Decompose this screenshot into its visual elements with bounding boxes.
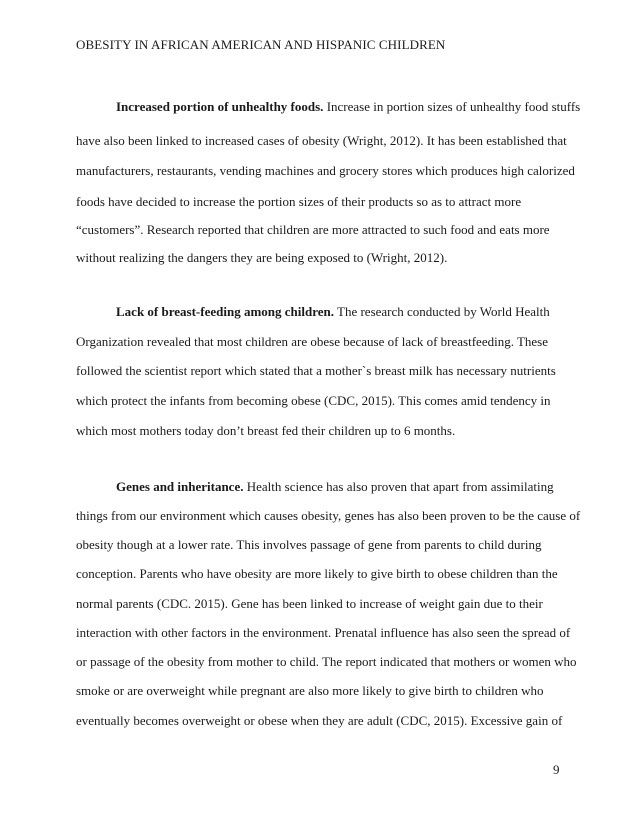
paragraph-line: things from our environment which causes obesity, genes has also been proven to be the cause of [76,508,581,523]
paragraph-line: which protect the infants from becoming obese (CDC, 2015). This comes amid tendency in [76,393,551,408]
paragraph-line: have also been linked to increased cases of obesity (Wright, 2012). It has been established that [76,133,567,148]
paragraph-line: normal parents (CDC. 2015). Gene has been linked to increase of weight gain due to their [76,596,543,611]
paragraph-line: foods have decided to increase the portion sizes of their products so as to attract more [76,194,522,209]
paragraph-text: Increase in portion sizes of unhealthy food stuffs [323,99,581,114]
section-2-first-line [116,304,550,320]
section-heading: Increased portion of unhealthy foods. [116,99,324,114]
paragraph-line: or passage of the obesity from mother to child. The report indicated that mothers or women who [76,654,577,669]
paragraph-line: which most mothers today don’t breast fed their children up to 6 months. [76,423,456,438]
section-1-first-line [116,99,580,115]
paragraph-line: smoke or are overweight while pregnant are also more likely to give birth to children who [76,683,544,698]
paragraph-line: obesity though at a lower rate. This involves passage of gene from parents to child during [76,537,542,552]
page-number: 9 [553,762,560,777]
section-3-first-line [116,479,554,495]
paragraph-line: followed the scientist report which stated that a mother`s breast milk has necessary nutrients [76,363,556,378]
paragraph-line: “customers”. Research reported that children are more attracted to such food and eats more [76,222,550,237]
paragraph-line: manufacturers, restaurants, vending machines and grocery stores which produces high calorized [76,163,575,178]
paragraph-line: eventually becomes overweight or obese when they are adult (CDC, 2015). Excessive gain of [76,713,563,728]
paragraph-line: Organization revealed that most children are obese because of lack of breastfeeding. These [76,334,549,349]
paragraph-line: conception. Parents who have obesity are more likely to give birth to obese children than the [76,566,558,581]
section-heading: Genes and inheritance. [116,479,244,494]
paragraph-line: without realizing the dangers they are being exposed to (Wright, 2012). [76,250,448,265]
paragraph-line: interaction with other factors in the environment. Prenatal influence has also seen the spread of [76,625,571,640]
paragraph-text: The research conducted by World Health [334,304,550,319]
paragraph-text: Health science has also proven that apart from assimilating [243,479,554,494]
running-head: OBESITY IN AFRICAN AMERICAN AND HISPANIC CHILDREN [76,37,446,52]
section-heading: Lack of breast-feeding among children. [116,304,334,319]
